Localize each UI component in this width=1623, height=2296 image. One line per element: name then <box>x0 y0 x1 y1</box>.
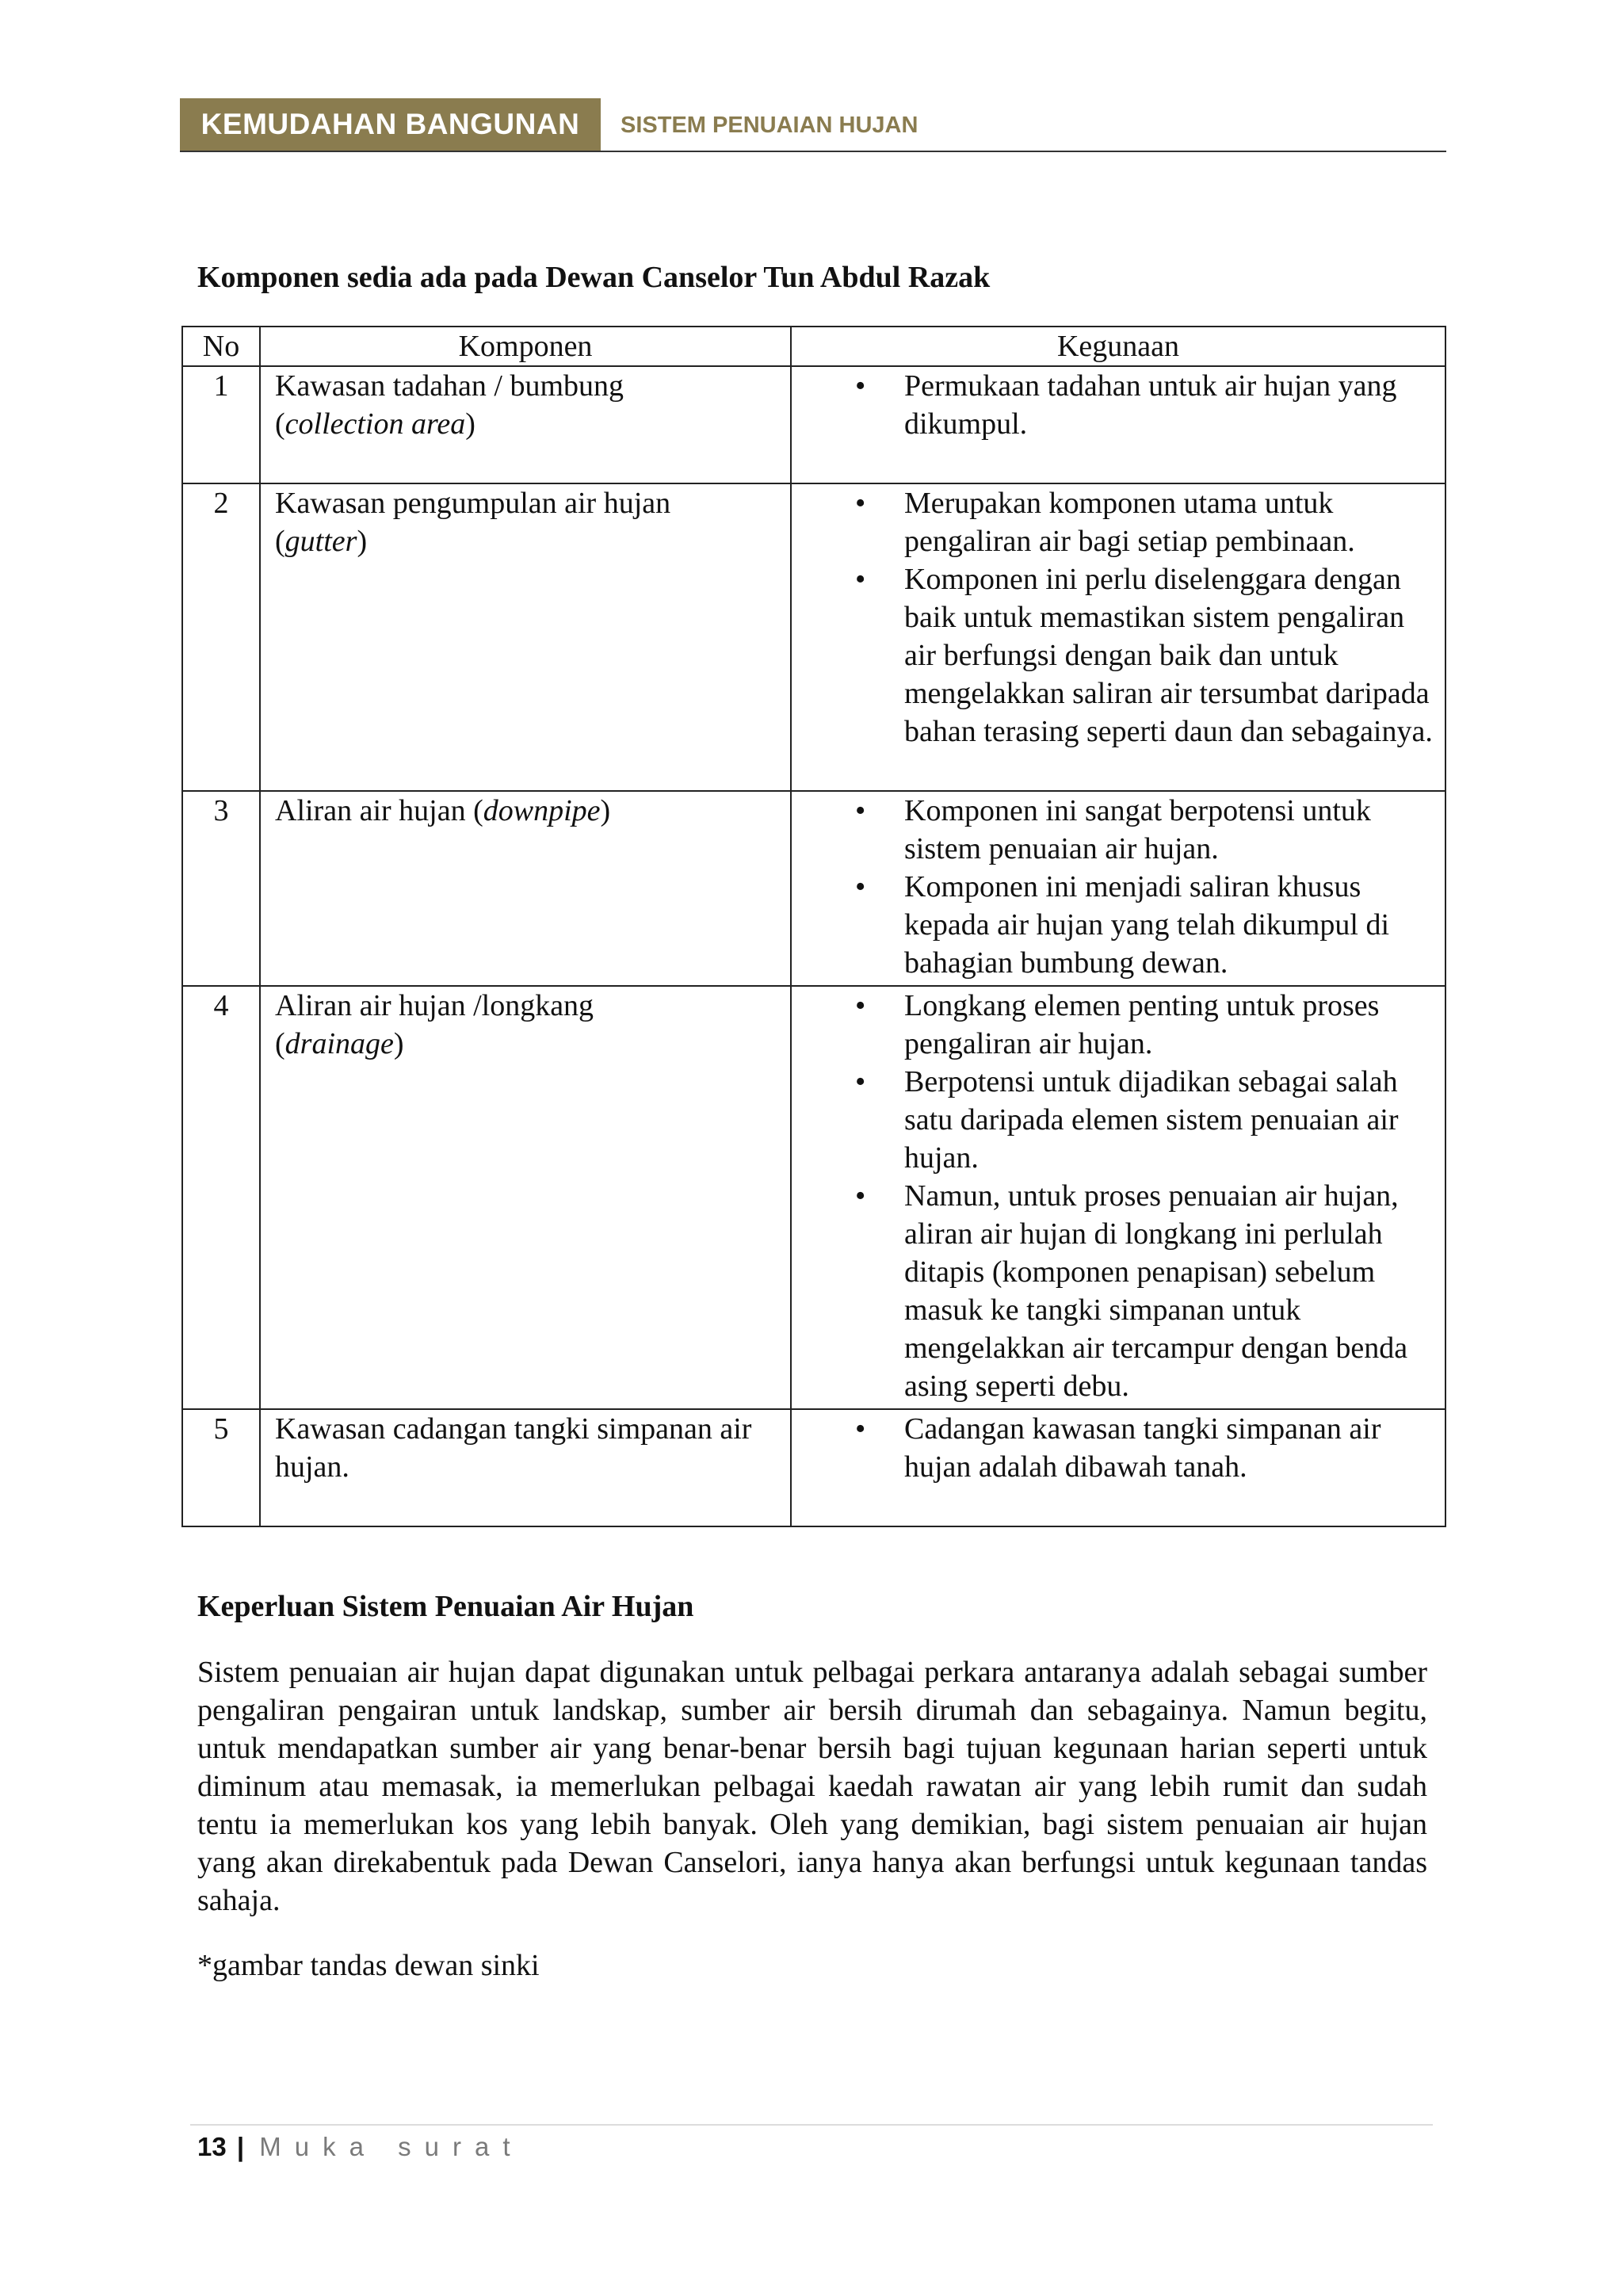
component-name: Aliran air hujan /longkang <box>275 989 594 1022</box>
usage-list <box>792 987 1445 1405</box>
table-row <box>182 986 1445 1409</box>
usage-item: • Permukaan tadahan untuk air hujan yang dikumpul. <box>792 367 1437 443</box>
usage-list <box>792 484 1445 751</box>
table-row <box>182 1409 1445 1526</box>
column-header-kegunaan: Kegunaan <box>791 327 1445 366</box>
header-badge: KEMUDAHAN BANGUNAN <box>180 98 601 151</box>
table-row <box>182 791 1445 986</box>
component-cell: Kawasan pengumpulan air hujan (gutter) <box>260 483 791 791</box>
column-header-no: No <box>182 327 260 366</box>
header-subtitle: SISTEM PENUAIAN HUJAN <box>621 113 918 138</box>
usage-cell <box>791 986 1445 1409</box>
image-note: *gambar tandas dewan sinki <box>197 1949 540 1982</box>
usage-cell <box>791 1409 1445 1526</box>
usage-cell <box>791 483 1445 791</box>
footer-label: Muka surat <box>259 2132 524 2161</box>
usage-list <box>792 367 1445 443</box>
usage-list <box>792 1410 1445 1486</box>
usage-list <box>792 792 1445 982</box>
component-name: Aliran air hujan <box>275 794 466 827</box>
section-heading: Keperluan Sistem Penuaian Air Hujan <box>197 1590 694 1623</box>
usage-cell <box>791 791 1445 986</box>
usage-item: • Komponen ini sangat berpotensi untuk sistem penuaian air hujan. <box>792 792 1437 868</box>
component-english-term: collection area <box>285 407 466 441</box>
page-footer <box>197 2132 524 2162</box>
footer-separator: | <box>236 2132 245 2161</box>
row-number: 4 <box>182 986 260 1409</box>
component-english-term: gutter <box>285 525 357 558</box>
footer-divider <box>190 2124 1433 2126</box>
usage-item: • Namun, untuk proses penuaian air hujan, aliran air hujan di longkang ini perlulah ditapis (komponen penapisan) sebelum masuk ke tangki simpanan untuk mengelakkan air tercampur dengan benda asing seperti debu. <box>792 1177 1437 1405</box>
column-header-komponen: Komponen <box>260 327 791 366</box>
table-row <box>182 366 1445 483</box>
row-number: 3 <box>182 791 260 986</box>
usage-item: • Komponen ini perlu diselenggara dengan baik untuk memastikan sistem pengaliran air berfungsi dengan baik dan untuk mengelakkan saliran air tersumbat daripada bahan terasing seperti daun dan sebagainya. <box>792 560 1437 751</box>
page-header <box>180 98 1446 152</box>
component-cell <box>260 1409 791 1526</box>
table-row <box>182 483 1445 791</box>
table-section-title: Komponen sedia ada pada Dewan Canselor Tun Abdul Razak <box>197 261 991 294</box>
usage-item: • Longkang elemen penting untuk proses pengaliran air hujan. <box>792 987 1437 1063</box>
table-header-row <box>182 327 1445 366</box>
component-english-term: drainage <box>285 1027 394 1060</box>
component-english-term: downpipe <box>483 794 601 827</box>
component-name: Kawasan tadahan / bumbung <box>275 369 624 403</box>
row-number: 1 <box>182 366 260 483</box>
component-name: Kawasan cadangan tangki simpanan air hujan. <box>275 1412 752 1484</box>
components-table <box>181 326 1446 1527</box>
usage-item: • Komponen ini menjadi saliran khusus kepada air hujan yang telah dikumpul di bahagian bumbung dewan. <box>792 868 1437 982</box>
component-cell: Aliran air hujan /longkang (drainage) <box>260 986 791 1409</box>
component-cell: Aliran air hujan (downpipe) <box>260 791 791 986</box>
usage-cell <box>791 366 1445 483</box>
component-cell: Kawasan tadahan / bumbung (collection area) <box>260 366 791 483</box>
usage-item: • Merupakan komponen utama untuk pengaliran air bagi setiap pembinaan. <box>792 484 1437 560</box>
component-name: Kawasan pengumpulan air hujan <box>275 487 671 520</box>
usage-item: • Cadangan kawasan tangki simpanan air hujan adalah dibawah tanah. <box>792 1410 1437 1486</box>
row-number: 5 <box>182 1409 260 1526</box>
page-number: 13 <box>197 2132 227 2161</box>
usage-item: • Berpotensi untuk dijadikan sebagai salah satu daripada elemen sistem penuaian air hujan. <box>792 1063 1437 1177</box>
header-rule <box>180 151 1446 152</box>
row-number: 2 <box>182 483 260 791</box>
body-paragraph: Sistem penuaian air hujan dapat digunakan untuk pelbagai perkara antaranya adalah sebagai sumber pengaliran pengairan untuk landskap, sumber air bersih dirumah dan sebagainya. Namun begitu, untuk mendapatkan sumber air yang benar-benar bersih bagi tujuan kegunaan harian seperti untuk diminum atau memasak, ia memerlukan pelbagai kaedah rawatan air yang lebih rumit dan sudah tentu ia memerlukan kos yang lebih banyak. Oleh yang demikian, bagi sistem penuaian air hujan yang akan direkabentuk pada Dewan Canselori, ianya hanya akan berfungsi untuk kegunaan tandas sahaja. <box>197 1656 1427 1917</box>
